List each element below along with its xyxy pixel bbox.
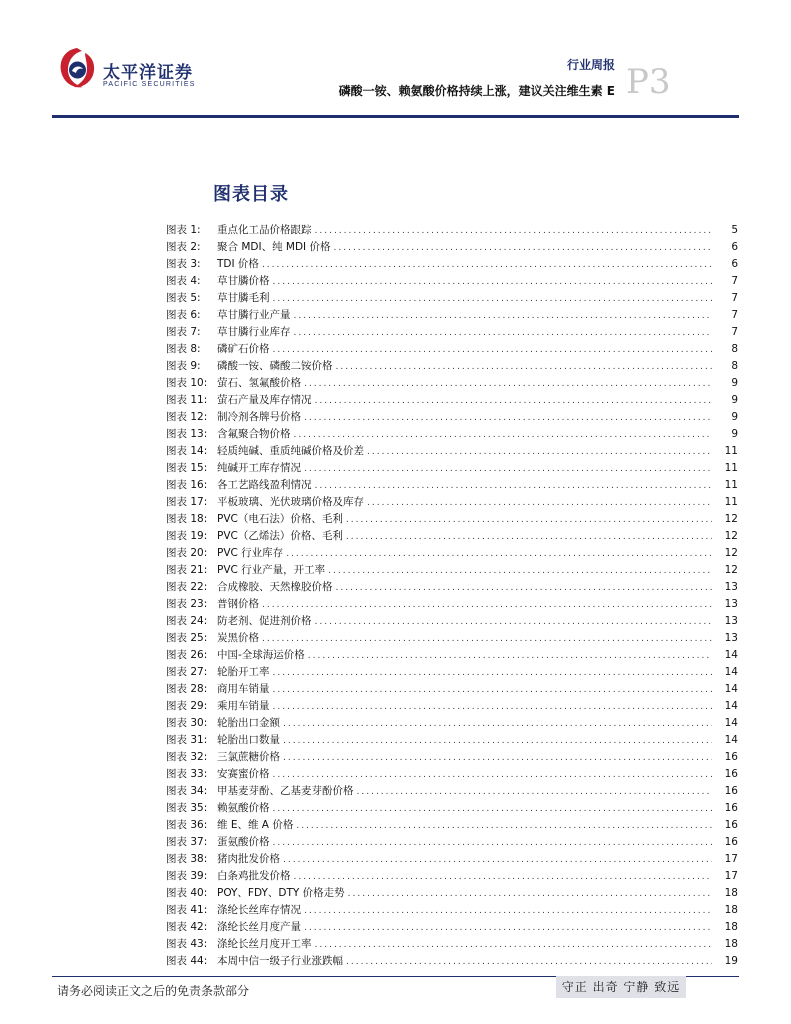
toc-entry-page: 7 bbox=[731, 326, 738, 338]
toc-entry-page: 14 bbox=[724, 734, 738, 746]
toc-entry-page: 11 bbox=[724, 479, 738, 491]
toc-entry-title: 萤石产量及库存情况 bbox=[217, 392, 315, 409]
toc-entry-number: 图表 17: bbox=[166, 496, 208, 508]
toc-entry-page: 12 bbox=[724, 530, 738, 542]
toc-list bbox=[166, 222, 738, 970]
toc-entry-title: 乘用车销量 bbox=[217, 698, 273, 715]
toc-entry-page: 18 bbox=[724, 904, 738, 916]
toc-leader-dots bbox=[367, 444, 712, 461]
toc-entry-page: 14 bbox=[724, 700, 738, 712]
toc-leader-dots bbox=[273, 767, 713, 784]
toc-entry-page: 18 bbox=[724, 887, 738, 899]
toc-entry-number: 图表 15: bbox=[166, 462, 208, 474]
toc-entry-page: 16 bbox=[724, 751, 738, 763]
toc-entry-number: 图表 28: bbox=[166, 683, 208, 695]
toc-leader-dots bbox=[273, 699, 713, 716]
toc-entry-page: 13 bbox=[724, 581, 738, 593]
toc-entry-number: 图表 37: bbox=[166, 836, 208, 848]
toc-entry-title: PVC（乙烯法）价格、毛利 bbox=[217, 528, 346, 545]
toc-entry-title: 制冷剂各牌号价格 bbox=[217, 409, 304, 426]
toc-entry-title: 含氟聚合物价格 bbox=[217, 426, 294, 443]
toc-entry-page: 16 bbox=[724, 785, 738, 797]
toc-entry-title: 蛋氨酸价格 bbox=[217, 834, 273, 851]
toc-entry-number: 图表 13: bbox=[166, 428, 208, 440]
toc-entry[interactable] bbox=[166, 953, 738, 970]
toc-entry[interactable] bbox=[166, 630, 738, 647]
toc-entry[interactable] bbox=[166, 494, 738, 511]
toc-entry[interactable] bbox=[166, 919, 738, 936]
toc-leader-dots bbox=[273, 682, 713, 699]
toc-entry[interactable] bbox=[166, 392, 738, 409]
toc-entry[interactable] bbox=[166, 477, 738, 494]
toc-entry-number: 图表 4: bbox=[166, 275, 201, 287]
toc-entry-title: 聚合 MDI、纯 MDI 价格 bbox=[217, 239, 334, 256]
toc-entry-title: 草甘膦行业库存 bbox=[217, 324, 294, 341]
toc-entry-number: 图表 21: bbox=[166, 564, 208, 576]
toc-leader-dots bbox=[315, 223, 713, 240]
toc-entry[interactable] bbox=[166, 307, 738, 324]
toc-entry-number: 图表 41: bbox=[166, 904, 208, 916]
toc-entry[interactable] bbox=[166, 256, 738, 273]
toc-entry-number: 图表 44: bbox=[166, 955, 208, 967]
toc-entry-title: 轮胎开工率 bbox=[217, 664, 273, 681]
toc-entry-page: 12 bbox=[724, 564, 738, 576]
toc-entry-number: 图表 9: bbox=[166, 360, 201, 372]
toc-leader-dots bbox=[334, 240, 713, 257]
toc-entry[interactable] bbox=[166, 443, 738, 460]
toc-leader-dots bbox=[346, 954, 712, 971]
toc-entry[interactable] bbox=[166, 273, 738, 290]
toc-entry-page: 16 bbox=[724, 802, 738, 814]
toc-entry-title: 平板玻璃、光伏玻璃价格及库存 bbox=[217, 494, 367, 511]
toc-entry-title: 草甘膦价格 bbox=[217, 273, 273, 290]
toc-entry[interactable] bbox=[166, 341, 738, 358]
toc-entry[interactable] bbox=[166, 851, 738, 868]
toc-entry-title: 维 E、维 A 价格 bbox=[217, 817, 296, 834]
toc-entry-number: 图表 39: bbox=[166, 870, 208, 882]
pacific-securities-logo-icon bbox=[55, 44, 99, 94]
toc-entry[interactable] bbox=[166, 426, 738, 443]
toc-entry-title: 磷酸一铵、磷酸二铵价格 bbox=[217, 358, 336, 375]
toc-entry-number: 图表 5: bbox=[166, 292, 201, 304]
toc-entry-page: 14 bbox=[724, 666, 738, 678]
toc-leader-dots bbox=[273, 835, 713, 852]
toc-entry-title: 草甘膦毛利 bbox=[217, 290, 273, 307]
toc-entry-number: 图表 8: bbox=[166, 343, 201, 355]
toc-leader-dots bbox=[273, 274, 713, 291]
toc-entry[interactable] bbox=[166, 222, 738, 239]
toc-leader-dots bbox=[348, 886, 712, 903]
toc-entry-number: 图表 34: bbox=[166, 785, 208, 797]
page-number-label: P3 bbox=[626, 62, 671, 102]
toc-entry-page: 8 bbox=[731, 343, 738, 355]
toc-entry-page: 16 bbox=[724, 819, 738, 831]
toc-entry-page: 13 bbox=[724, 615, 738, 627]
toc-entry-page: 19 bbox=[724, 955, 738, 967]
toc-leader-dots bbox=[328, 563, 712, 580]
toc-leader-dots bbox=[304, 376, 712, 393]
toc-leader-dots bbox=[304, 903, 712, 920]
toc-entry-page: 9 bbox=[731, 394, 738, 406]
toc-leader-dots bbox=[283, 852, 712, 869]
toc-entry-title: 草甘膦行业产量 bbox=[217, 307, 294, 324]
footer-slogan: 守正 出奇 宁静 致远 bbox=[556, 976, 686, 998]
toc-entry-title: 普钢价格 bbox=[217, 596, 262, 613]
toc-entry-number: 图表 14: bbox=[166, 445, 208, 457]
toc-entry-title: 轮胎出口数量 bbox=[217, 732, 283, 749]
toc-entry-title: POY、FDY、DTY 价格走势 bbox=[217, 885, 348, 902]
toc-entry-number: 图表 3: bbox=[166, 258, 201, 270]
toc-leader-dots bbox=[273, 291, 713, 308]
toc-leader-dots bbox=[336, 359, 713, 376]
toc-entry-number: 图表 7: bbox=[166, 326, 201, 338]
toc-entry[interactable] bbox=[166, 409, 738, 426]
toc-entry-title: 甲基麦芽酚、乙基麦芽酚价格 bbox=[217, 783, 357, 800]
toc-entry-page: 7 bbox=[731, 309, 738, 321]
toc-entry-page: 11 bbox=[724, 445, 738, 457]
toc-entry[interactable] bbox=[166, 545, 738, 562]
toc-leader-dots bbox=[336, 580, 713, 597]
toc-entry-number: 图表 32: bbox=[166, 751, 208, 763]
toc-entry-title: 合成橡胶、天然橡胶价格 bbox=[217, 579, 336, 596]
toc-entry-page: 14 bbox=[724, 717, 738, 729]
toc-entry[interactable] bbox=[166, 290, 738, 307]
toc-entry-title: 白条鸡批发价格 bbox=[217, 868, 294, 885]
toc-entry-number: 图表 16: bbox=[166, 479, 208, 491]
toc-leader-dots bbox=[308, 648, 712, 665]
toc-leader-dots bbox=[286, 546, 712, 563]
toc-entry-title: 萤石、氢氟酸价格 bbox=[217, 375, 304, 392]
toc-entry[interactable] bbox=[166, 613, 738, 630]
toc-entry-number: 图表 26: bbox=[166, 649, 208, 661]
toc-leader-dots bbox=[283, 733, 712, 750]
toc-entry-title: TDI 价格 bbox=[217, 256, 262, 273]
toc-entry-title: 重点化工品价格跟踪 bbox=[217, 222, 315, 239]
toc-entry[interactable] bbox=[166, 715, 738, 732]
toc-leader-dots bbox=[304, 410, 712, 427]
toc-entry-title: 炭黑价格 bbox=[217, 630, 262, 647]
header-divider bbox=[52, 115, 739, 118]
toc-leader-dots bbox=[315, 937, 713, 954]
toc-entry-page: 7 bbox=[731, 292, 738, 304]
toc-entry-page: 9 bbox=[731, 428, 738, 440]
toc-leader-dots bbox=[262, 257, 712, 274]
toc-entry-title: 涤纶长丝月度产量 bbox=[217, 919, 304, 936]
footer-disclaimer: 请务必阅读正文之后的免责条款部分 bbox=[57, 984, 250, 998]
toc-leader-dots bbox=[283, 750, 712, 767]
toc-entry-title: 纯碱开工库存情况 bbox=[217, 460, 304, 477]
toc-entry-number: 图表 31: bbox=[166, 734, 208, 746]
toc-entry-number: 图表 2: bbox=[166, 241, 201, 253]
toc-entry-number: 图表 40: bbox=[166, 887, 208, 899]
toc-entry-title: 防老剂、促进剂价格 bbox=[217, 613, 315, 630]
toc-leader-dots bbox=[283, 716, 712, 733]
toc-entry-page: 14 bbox=[724, 649, 738, 661]
toc-entry[interactable] bbox=[166, 596, 738, 613]
toc-leader-dots bbox=[262, 597, 712, 614]
logo-english-name: PACIFIC SECURITIES bbox=[103, 81, 196, 88]
toc-entry-title: 轮胎出口金额 bbox=[217, 715, 283, 732]
toc-entry-title: 磷矿石价格 bbox=[217, 341, 273, 358]
toc-entry-page: 6 bbox=[731, 241, 738, 253]
toc-entry-number: 图表 22: bbox=[166, 581, 208, 593]
toc-entry[interactable] bbox=[166, 749, 738, 766]
toc-entry-number: 图表 12: bbox=[166, 411, 208, 423]
toc-entry-number: 图表 30: bbox=[166, 717, 208, 729]
toc-entry-number: 图表 24: bbox=[166, 615, 208, 627]
toc-entry-title: PVC（电石法）价格、毛利 bbox=[217, 511, 346, 528]
toc-entry-page: 17 bbox=[724, 853, 738, 865]
toc-entry[interactable] bbox=[166, 460, 738, 477]
toc-entry[interactable] bbox=[166, 324, 738, 341]
toc-entry[interactable] bbox=[166, 375, 738, 392]
toc-entry-page: 11 bbox=[724, 462, 738, 474]
toc-entry-title: PVC 行业产量，开工率 bbox=[217, 562, 328, 579]
toc-leader-dots bbox=[294, 308, 713, 325]
toc-leader-dots bbox=[273, 342, 713, 359]
toc-entry-title: 三氯蔗糖价格 bbox=[217, 749, 283, 766]
toc-entry-number: 图表 20: bbox=[166, 547, 208, 559]
toc-entry-title: PVC 行业库存 bbox=[217, 545, 286, 562]
toc-entry[interactable] bbox=[166, 800, 738, 817]
toc-entry-number: 图表 42: bbox=[166, 921, 208, 933]
toc-leader-dots bbox=[294, 427, 713, 444]
toc-entry[interactable] bbox=[166, 562, 738, 579]
toc-entry-title: 猪肉批发价格 bbox=[217, 851, 283, 868]
toc-entry-page: 7 bbox=[731, 275, 738, 287]
toc-entry-page: 13 bbox=[724, 632, 738, 644]
toc-entry-page: 12 bbox=[724, 547, 738, 559]
toc-leader-dots bbox=[315, 614, 713, 631]
toc-entry[interactable] bbox=[166, 647, 738, 664]
logo-chinese-name: 太平洋证券 bbox=[103, 63, 193, 83]
report-title: 磷酸一铵、赖氨酸价格持续上涨，建议关注维生素 E bbox=[338, 84, 615, 98]
toc-entry[interactable] bbox=[166, 885, 738, 902]
toc-leader-dots bbox=[346, 529, 712, 546]
toc-entry-title: 各工艺路线盈利情况 bbox=[217, 477, 315, 494]
toc-entry-page: 5 bbox=[731, 224, 738, 236]
toc-entry-number: 图表 36: bbox=[166, 819, 208, 831]
toc-entry-page: 18 bbox=[724, 938, 738, 950]
toc-leader-dots bbox=[273, 665, 713, 682]
toc-entry-title: 商用车销量 bbox=[217, 681, 273, 698]
toc-leader-dots bbox=[304, 920, 712, 937]
toc-entry[interactable] bbox=[166, 834, 738, 851]
toc-entry[interactable] bbox=[166, 664, 738, 681]
toc-heading: 图表目录 bbox=[213, 184, 289, 205]
toc-entry-page: 9 bbox=[731, 377, 738, 389]
toc-entry[interactable] bbox=[166, 579, 738, 596]
toc-entry-number: 图表 29: bbox=[166, 700, 208, 712]
toc-leader-dots bbox=[315, 478, 713, 495]
toc-entry-number: 图表 27: bbox=[166, 666, 208, 678]
toc-entry[interactable] bbox=[166, 528, 738, 545]
toc-entry[interactable] bbox=[166, 732, 738, 749]
toc-entry[interactable] bbox=[166, 698, 738, 715]
toc-entry-page: 8 bbox=[731, 360, 738, 372]
toc-entry-number: 图表 43: bbox=[166, 938, 208, 950]
toc-entry-page: 14 bbox=[724, 683, 738, 695]
toc-leader-dots bbox=[296, 818, 712, 835]
toc-entry-title: 轻质纯碱、重质纯碱价格及价差 bbox=[217, 443, 367, 460]
toc-entry[interactable] bbox=[166, 681, 738, 698]
toc-entry[interactable] bbox=[166, 868, 738, 885]
toc-leader-dots bbox=[262, 631, 712, 648]
toc-leader-dots bbox=[304, 461, 712, 478]
toc-entry-number: 图表 35: bbox=[166, 802, 208, 814]
toc-entry-page: 16 bbox=[724, 836, 738, 848]
toc-leader-dots bbox=[273, 801, 713, 818]
toc-entry[interactable] bbox=[166, 511, 738, 528]
toc-entry-page: 18 bbox=[724, 921, 738, 933]
company-logo bbox=[55, 44, 220, 94]
toc-entry[interactable] bbox=[166, 817, 738, 834]
toc-leader-dots bbox=[315, 393, 713, 410]
toc-entry-page: 12 bbox=[724, 513, 738, 525]
report-type: 行业周报 bbox=[566, 58, 615, 72]
toc-leader-dots bbox=[346, 512, 712, 529]
toc-entry-title: 涤纶长丝月度开工率 bbox=[217, 936, 315, 953]
toc-entry[interactable] bbox=[166, 239, 738, 256]
toc-entry-number: 图表 18: bbox=[166, 513, 208, 525]
toc-entry-number: 图表 19: bbox=[166, 530, 208, 542]
toc-entry-page: 11 bbox=[724, 496, 738, 508]
toc-leader-dots bbox=[294, 325, 713, 342]
toc-entry-number: 图表 33: bbox=[166, 768, 208, 780]
toc-entry-number: 图表 1: bbox=[166, 224, 201, 236]
toc-entry-number: 图表 25: bbox=[166, 632, 208, 644]
toc-entry[interactable] bbox=[166, 358, 738, 375]
toc-leader-dots bbox=[357, 784, 713, 801]
toc-entry-page: 17 bbox=[724, 870, 738, 882]
toc-entry-number: 图表 11: bbox=[166, 394, 208, 406]
toc-entry-page: 16 bbox=[724, 768, 738, 780]
toc-entry-number: 图表 6: bbox=[166, 309, 201, 321]
toc-leader-dots bbox=[367, 495, 712, 512]
toc-entry-page: 6 bbox=[731, 258, 738, 270]
toc-entry-page: 9 bbox=[731, 411, 738, 423]
toc-entry-title: 涤纶长丝库存情况 bbox=[217, 902, 304, 919]
toc-entry[interactable] bbox=[166, 766, 738, 783]
toc-entry-title: 本周中信一级子行业涨跌幅 bbox=[217, 953, 346, 970]
toc-entry[interactable] bbox=[166, 783, 738, 800]
toc-entry-title: 中国-全球海运价格 bbox=[217, 647, 308, 664]
toc-leader-dots bbox=[294, 869, 713, 886]
toc-entry-number: 图表 10: bbox=[166, 377, 208, 389]
toc-entry-title: 赖氨酸价格 bbox=[217, 800, 273, 817]
toc-entry[interactable] bbox=[166, 902, 738, 919]
toc-entry-number: 图表 23: bbox=[166, 598, 208, 610]
toc-entry[interactable] bbox=[166, 936, 738, 953]
toc-entry-number: 图表 38: bbox=[166, 853, 208, 865]
toc-entry-title: 安赛蜜价格 bbox=[217, 766, 273, 783]
toc-entry-page: 13 bbox=[724, 598, 738, 610]
